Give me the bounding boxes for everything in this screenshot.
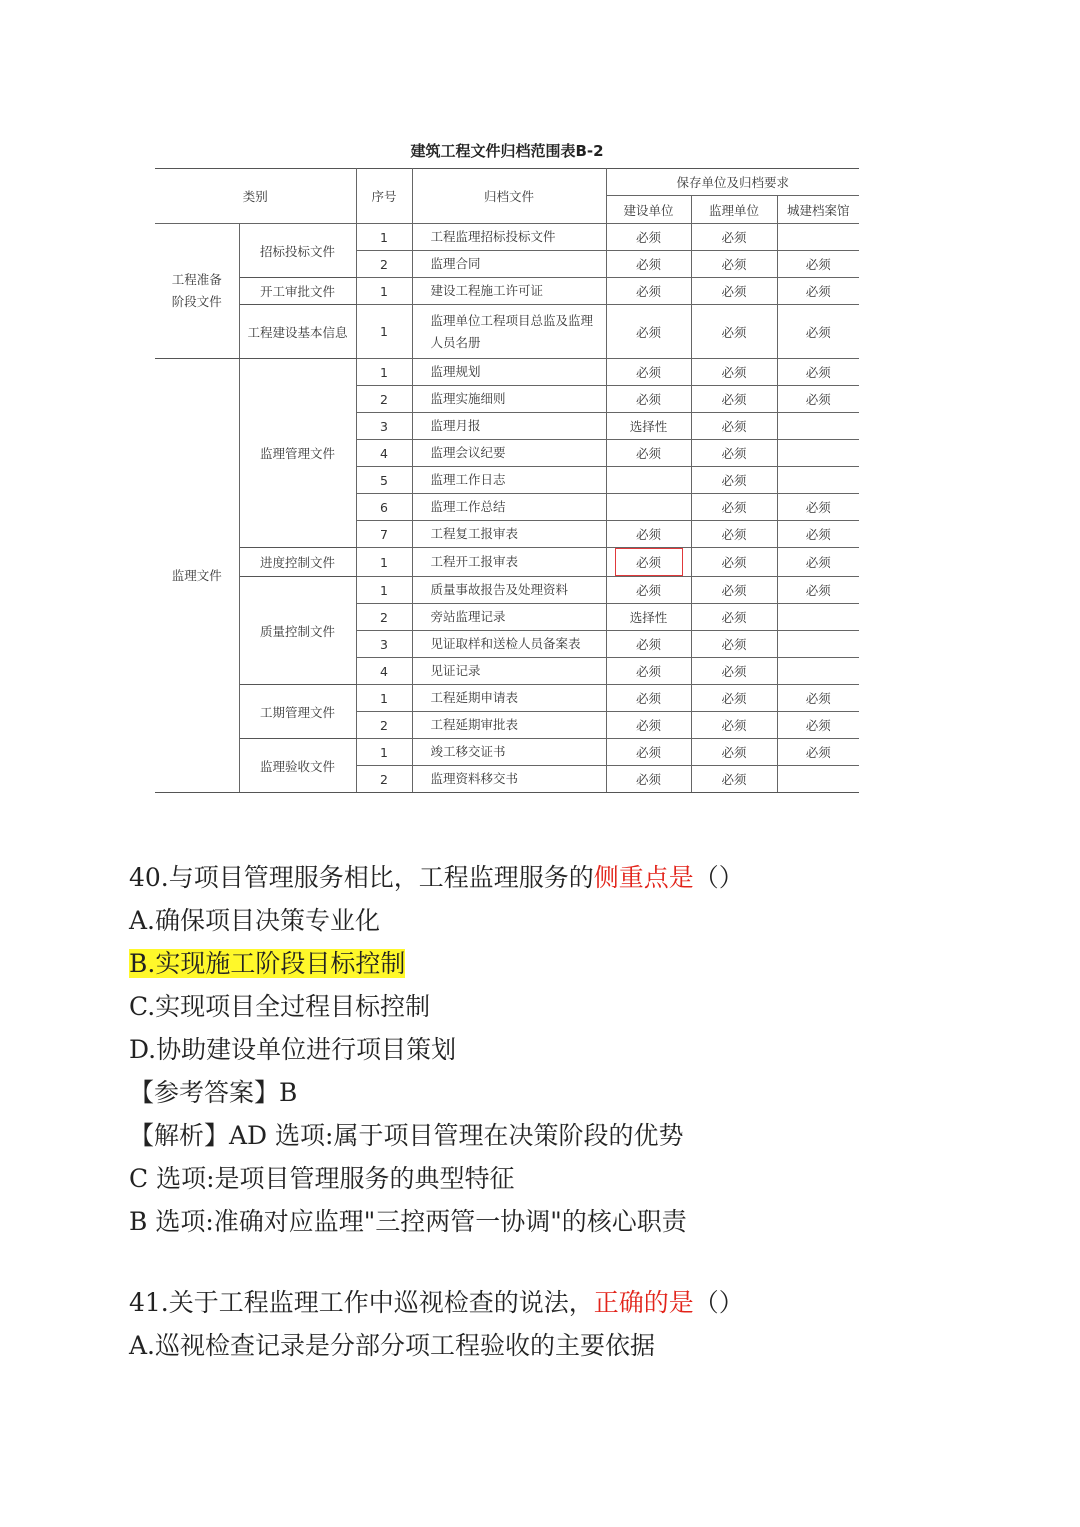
city-archive-cell: [777, 224, 859, 251]
q40-analysis-2: C 选项:是项目管理服务的典型特征: [129, 1164, 515, 1193]
file-cell: 旁站监理记录: [412, 604, 606, 631]
city-archive-cell: 必须: [777, 521, 859, 548]
build-unit-cell: 选择性: [606, 413, 691, 440]
file-cell: 监理规划: [412, 359, 606, 386]
file-cell: 见证记录: [412, 658, 606, 685]
seq-cell: 6: [356, 494, 412, 521]
header-category: 类别: [155, 169, 356, 224]
seq-cell: 2: [356, 251, 412, 278]
q41-option-a: A.巡视检查记录是分部分项工程验收的主要依据: [129, 1331, 656, 1360]
table-row: [155, 278, 859, 305]
file-cell: 工程监理招标投标文件: [412, 224, 606, 251]
seq-cell: 5: [356, 467, 412, 494]
table-title: 建筑工程文件归档范围表B-2: [410, 142, 604, 160]
file-cell: 监理单位工程项目总监及监理人员名册: [412, 305, 606, 359]
build-unit-cell: 必须: [606, 386, 691, 413]
q40-option-b: [129, 942, 405, 985]
seq-cell: 2: [356, 766, 412, 793]
seq-cell: 2: [356, 604, 412, 631]
supervision-unit-cell: 必须: [691, 224, 777, 251]
city-archive-cell: 必须: [777, 305, 859, 359]
category-subgroup: 监理验收文件: [239, 739, 356, 793]
supervision-unit-cell: 必须: [691, 739, 777, 766]
category-subgroup: 进度控制文件: [239, 548, 356, 577]
city-archive-cell: 必须: [777, 386, 859, 413]
file-cell: 工程延期审批表: [412, 712, 606, 739]
city-archive-cell: [777, 440, 859, 467]
seq-cell: 1: [356, 224, 412, 251]
seq-cell: 1: [356, 278, 412, 305]
header-file: 归档文件: [412, 169, 606, 224]
build-unit-cell: 必须: [606, 224, 691, 251]
seq-cell: 4: [356, 440, 412, 467]
archive-scope-table: [155, 168, 859, 793]
header-city-archive: 城建档案馆: [777, 196, 859, 224]
table-row: [155, 224, 859, 251]
file-cell: 工程延期申请表: [412, 685, 606, 712]
supervision-unit-cell: 必须: [691, 712, 777, 739]
supervision-unit-cell: 必须: [691, 386, 777, 413]
seq-cell: 7: [356, 521, 412, 548]
category-group: 工程准备 阶段文件: [155, 224, 239, 359]
category-subgroup: 开工审批文件: [239, 278, 356, 305]
city-archive-cell: [777, 658, 859, 685]
city-archive-cell: 必须: [777, 278, 859, 305]
file-cell: 监理工作日志: [412, 467, 606, 494]
city-archive-cell: 必须: [777, 685, 859, 712]
city-archive-cell: 必须: [777, 548, 859, 577]
seq-cell: 1: [356, 739, 412, 766]
city-archive-cell: 必须: [777, 739, 859, 766]
build-unit-cell: 必须: [606, 631, 691, 658]
file-cell: 质量事故报告及处理资料: [412, 577, 606, 604]
q40-option-d: D.协助建设单位进行项目策划: [129, 1035, 457, 1064]
build-unit-cell: 必须: [606, 521, 691, 548]
q40-analysis-3: B 选项:准确对应监理"三控两管一协调"的核心职责: [129, 1207, 687, 1236]
seq-cell: 1: [356, 359, 412, 386]
supervision-unit-cell: 必须: [691, 658, 777, 685]
build-unit-cell: [606, 548, 691, 577]
city-archive-cell: 必须: [777, 251, 859, 278]
file-cell: 监理实施细则: [412, 386, 606, 413]
build-unit-cell: 必须: [606, 359, 691, 386]
file-cell: 监理资料移交书: [412, 766, 606, 793]
supervision-unit-cell: 必须: [691, 278, 777, 305]
build-unit-cell: [606, 494, 691, 521]
city-archive-cell: [777, 413, 859, 440]
supervision-unit-cell: 必须: [691, 440, 777, 467]
file-cell: 建设工程施工许可证: [412, 278, 606, 305]
supervision-unit-cell: 必须: [691, 766, 777, 793]
q40-stem: 40.与项目管理服务相比，工程监理服务的侧重点是（）: [129, 863, 744, 892]
supervision-unit-cell: 必须: [691, 251, 777, 278]
file-cell: 监理工作总结: [412, 494, 606, 521]
city-archive-cell: [777, 467, 859, 494]
build-unit-cell: 必须: [606, 577, 691, 604]
city-archive-cell: [777, 766, 859, 793]
build-unit-cell: 选择性: [606, 604, 691, 631]
table-row: [155, 739, 859, 766]
seq-cell: 2: [356, 386, 412, 413]
file-cell: 工程复工报审表: [412, 521, 606, 548]
build-unit-cell: 必须: [606, 685, 691, 712]
build-unit-cell: 必须: [606, 440, 691, 467]
q40-answer: 【参考答案】B: [129, 1078, 298, 1107]
seq-cell: 1: [356, 305, 412, 359]
supervision-unit-cell: 必须: [691, 413, 777, 440]
q40-option-c: C.实现项目全过程目标控制: [129, 992, 431, 1021]
table-row: [155, 305, 859, 359]
file-cell: 监理合同: [412, 251, 606, 278]
table-row: [155, 577, 859, 604]
seq-cell: 3: [356, 413, 412, 440]
build-unit-cell: 必须: [606, 739, 691, 766]
q40-option-b-highlight: B.实现施工阶段目标控制: [129, 949, 406, 978]
seq-cell: 1: [356, 685, 412, 712]
q41-stem-emphasis: 正确的是: [593, 1288, 694, 1317]
file-cell: 竣工移交证书: [412, 739, 606, 766]
supervision-unit-cell: 必须: [691, 467, 777, 494]
table-row: [155, 685, 859, 712]
seq-cell: 3: [356, 631, 412, 658]
seq-cell: 2: [356, 712, 412, 739]
city-archive-cell: 必须: [777, 577, 859, 604]
file-cell: 工程开工报审表: [412, 548, 606, 577]
file-cell: 监理月报: [412, 413, 606, 440]
q40-stem-emphasis: 侧重点是: [593, 863, 694, 892]
build-unit-cell: 必须: [606, 251, 691, 278]
supervision-unit-cell: 必须: [691, 577, 777, 604]
header-storage: 保存单位及归档要求: [606, 169, 859, 196]
build-unit-cell: [606, 467, 691, 494]
supervision-unit-cell: 必须: [691, 494, 777, 521]
category-subgroup: 工程建设基本信息: [239, 305, 356, 359]
seq-cell: 4: [356, 658, 412, 685]
supervision-unit-cell: 必须: [691, 631, 777, 658]
q40-option-a: A.确保项目决策专业化: [129, 906, 381, 935]
header-build-unit: 建设单位: [606, 196, 691, 224]
city-archive-cell: 必须: [777, 494, 859, 521]
highlight-box: 必须: [615, 548, 683, 576]
build-unit-cell: 必须: [606, 712, 691, 739]
header-supervision-unit: 监理单位: [691, 196, 777, 224]
table-row: [155, 359, 859, 386]
supervision-unit-cell: 必须: [691, 548, 777, 577]
city-archive-cell: 必须: [777, 712, 859, 739]
build-unit-cell: 必须: [606, 305, 691, 359]
table-row: [155, 548, 859, 577]
seq-cell: 1: [356, 577, 412, 604]
category-subgroup: 监理管理文件: [239, 359, 356, 548]
supervision-unit-cell: 必须: [691, 359, 777, 386]
city-archive-cell: [777, 631, 859, 658]
build-unit-cell: 必须: [606, 766, 691, 793]
category-subgroup: 质量控制文件: [239, 577, 356, 685]
file-cell: 监理会议纪要: [412, 440, 606, 467]
city-archive-cell: [777, 604, 859, 631]
supervision-unit-cell: 必须: [691, 685, 777, 712]
q40-analysis-1: 【解析】AD 选项:属于项目管理在决策阶段的优势: [129, 1121, 684, 1150]
build-unit-cell: 必须: [606, 658, 691, 685]
category-subgroup: 工期管理文件: [239, 685, 356, 739]
supervision-unit-cell: 必须: [691, 521, 777, 548]
supervision-unit-cell: 必须: [691, 604, 777, 631]
city-archive-cell: 必须: [777, 359, 859, 386]
seq-cell: 1: [356, 548, 412, 577]
category-group: 监理文件: [155, 359, 239, 793]
build-unit-cell: 必须: [606, 278, 691, 305]
q41-stem: 41.关于工程监理工作中巡视检查的说法，正确的是（）: [129, 1288, 744, 1317]
category-subgroup: 招标投标文件: [239, 224, 356, 278]
file-cell: 见证取样和送检人员备案表: [412, 631, 606, 658]
header-seq: 序号: [356, 169, 412, 224]
supervision-unit-cell: 必须: [691, 305, 777, 359]
